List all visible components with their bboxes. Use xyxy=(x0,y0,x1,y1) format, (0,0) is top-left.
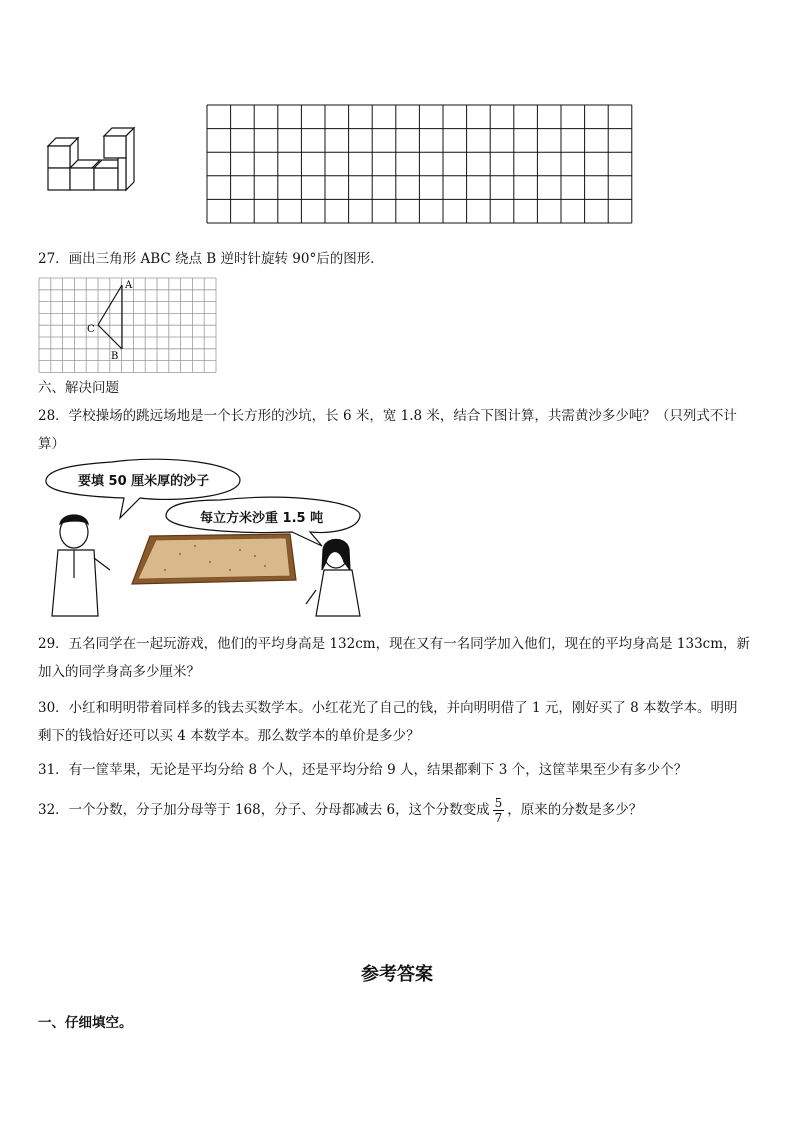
sand-icon xyxy=(138,538,290,579)
fraction-denominator: 7 xyxy=(494,810,503,825)
section-6-title: 六、解决问题 xyxy=(38,380,119,396)
question-30-line1: 30．小红和明明带着同样多的钱去买数学本。小红花光了自己的钱，并向明明借了 1 元，刚好买了 8 本数学本。明明 xyxy=(38,700,738,716)
question-31: 31．有一筐苹果，无论是平均分给 8 个人，还是平均分给 9 人，结果都剩下 3 个，这筐苹果至少有多少个？ xyxy=(38,762,688,778)
question-30-line2: 剩下的钱恰好还可以买 4 本数学本。那么数学本的单价是多少？ xyxy=(38,728,420,744)
question-28-line1: 28．学校操场的跳远场地是一个长方形的沙坑，长 6 米，宽 1.8 米，结合下图计算，共需黄沙多少吨？（只列式不计 xyxy=(38,408,737,424)
fraction xyxy=(493,796,505,825)
point-a-label: A xyxy=(125,280,133,291)
question-28-line2: 算） xyxy=(38,436,65,452)
question-29-line2: 加入的同学身高多少厘米？ xyxy=(38,664,200,680)
cube-figure xyxy=(44,126,136,194)
square-grid-large[interactable] xyxy=(206,104,633,226)
point-c-label: C xyxy=(87,324,95,335)
answers-title: 参考答案 xyxy=(361,964,433,985)
question-32-text-after: ，原来的分数是多少？ xyxy=(507,802,643,818)
point-b-label: B xyxy=(111,351,119,362)
bubble-text-boy: 要填 50 厘米厚的沙子 xyxy=(78,474,210,489)
girl-figure-icon xyxy=(306,540,360,617)
boy-figure-icon xyxy=(52,515,110,616)
bubble-text-girl: 每立方米沙重 1.5 吨 xyxy=(200,511,324,526)
question-29-line1: 29．五名同学在一起玩游戏，他们的平均身高是 132cm，现在又有一名同学加入他们，现在的平均身高是 133cm，新 xyxy=(38,636,751,652)
triangle-grid[interactable] xyxy=(38,277,218,373)
question-27: 27．画出三角形 ABC 绕点 B 逆时针旋转 90°后的图形． xyxy=(38,251,384,267)
question-32-text-before: 32．一个分数，分子加分母等于 168，分子、分母都减去 6，这个分数变成 xyxy=(38,802,490,818)
answers-section-1: 一、仔细填空。 xyxy=(38,1015,133,1031)
question-32 xyxy=(38,790,642,830)
fraction-numerator: 5 xyxy=(494,795,503,810)
